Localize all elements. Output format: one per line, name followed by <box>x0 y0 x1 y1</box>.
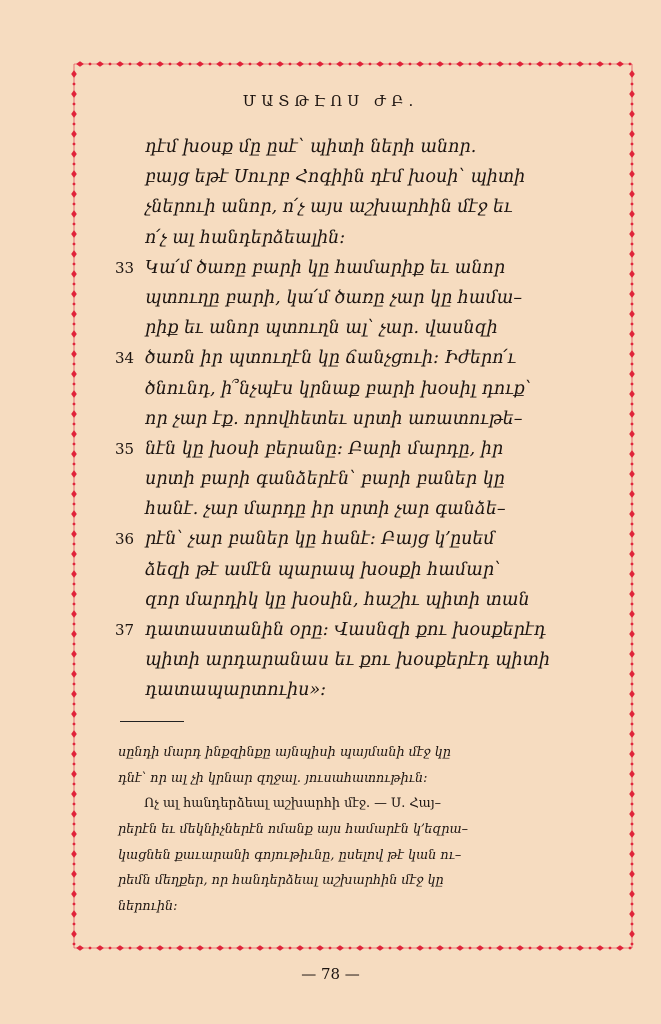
verse-line-text: պտուղը բարի, կա՛մ ծառը չար կը համա– <box>145 287 523 308</box>
verse-line <box>145 283 575 313</box>
verse-line-text: ծնունդ, ի՞նչպէս կրնաք բարի խօսիլ դուք՝ <box>145 378 532 399</box>
page-header: ՄԱՏԹԷՈՍ ԺԲ. <box>242 92 419 110</box>
verse-line <box>145 555 575 585</box>
verse-line-text: ծառն իր պտուղէն կը ճանչցուի։ Իժերո՛ւ <box>145 348 517 369</box>
verse-line-text: սրտի բարի գանձերէն՝ բարի բաներ կը <box>145 469 505 490</box>
footnote-line: դնէ՝ որ ալ չի կրնար զղջալ. յուսահատութիւն։ <box>118 770 428 786</box>
verse-text <box>115 132 575 706</box>
verse-number: 36 <box>115 530 135 549</box>
footnote-line: րերէն եւ մեկնիչներէն ոմանք այս համարէն կ՚եզրա– <box>118 822 469 838</box>
verse-line <box>115 524 575 554</box>
verse-line <box>145 162 575 192</box>
verse-line-text: դատապարտուիս»։ <box>145 680 327 701</box>
verse-line <box>115 343 575 373</box>
verse-line-text: րիք եւ անոր պտուղն ալ՝ չար. վասնզի <box>145 318 498 339</box>
verse-line-text: ո՛չ ալ հանդերձեալին։ <box>145 227 346 248</box>
verse-line-text: զոր մարդիկ կը խօսին, հաշիւ պիտի տան <box>145 589 530 610</box>
verse-line <box>145 404 575 434</box>
verse-line-text: դատաստանին օրը։ Վասնզի քու խօսքերէդ <box>145 620 546 640</box>
footnote-line: սընդի մարդ ինքզինքը այնպիսի պայմանի մէջ կը <box>118 745 451 760</box>
verse-line <box>115 434 575 464</box>
verse-line-text: բայց եթէ Սուրբ Հոգիին դէմ խօսի՝ պիտի <box>145 167 526 188</box>
verse-line <box>145 313 575 343</box>
verse-line <box>145 464 575 494</box>
verse-line <box>145 585 575 615</box>
verse-line-text: հանէ. չար մարդը իր սրտի չար գանձե– <box>145 499 506 520</box>
verse-line <box>145 374 575 404</box>
verse-line-text: նէն կը խօսի բերանը։ Բարի մարդը, իր <box>145 438 504 459</box>
verse-line <box>145 192 575 222</box>
verse-number: 33 <box>115 258 135 277</box>
page-number: — 78 — <box>301 965 360 983</box>
verse-line-text: ձեզի թէ ամէն պարապ խօսքի համար՝ <box>145 559 501 580</box>
verse-line-text: չներուի անոր, ո՛չ այս աշխարհին մէջ եւ <box>145 197 513 218</box>
verse-line <box>145 494 575 524</box>
verse-line-text: րէն՝ չար բաներ կը հանէ։ Բայց կ՚ըսեմ <box>145 529 495 550</box>
verse-line <box>145 132 575 162</box>
verse-number: 34 <box>115 349 135 368</box>
verse-line-text: որ չար էք. որովհետեւ սրտի առատութե– <box>145 408 523 429</box>
verse-line-text: դէմ խօսք մը ըսէ՝ պիտի ների անոր. <box>145 137 477 157</box>
footnote-line: ներուին։ <box>118 899 178 915</box>
footnote <box>118 740 578 920</box>
verse-line <box>145 645 575 675</box>
verse-line <box>145 675 575 705</box>
verse-number: 35 <box>115 439 135 458</box>
verse-line-text: Կա՛մ ծառը բարի կը համարիք եւ անոր <box>145 257 506 278</box>
verse-number: 37 <box>115 621 135 639</box>
footnote-line: Ոչ ալ հանդերձեալ աշխարհի մէջ. — Ս. Հայ– <box>144 796 442 812</box>
verse-line-text: պիտի արդարանաս եւ քու խօսքերէդ պիտի <box>145 650 551 671</box>
footnote-separator <box>120 721 184 722</box>
footnote-line: կացնեն քաւարանի գոյութիւնը, ըսելով թէ կան ու– <box>118 847 462 863</box>
verse-line <box>115 615 575 645</box>
verse-line <box>115 253 575 283</box>
footnote-line: րեմն մեղքեր, որ հանդերձեալ աշխարհին մէջ կը <box>118 873 444 889</box>
verse-line <box>145 223 575 253</box>
